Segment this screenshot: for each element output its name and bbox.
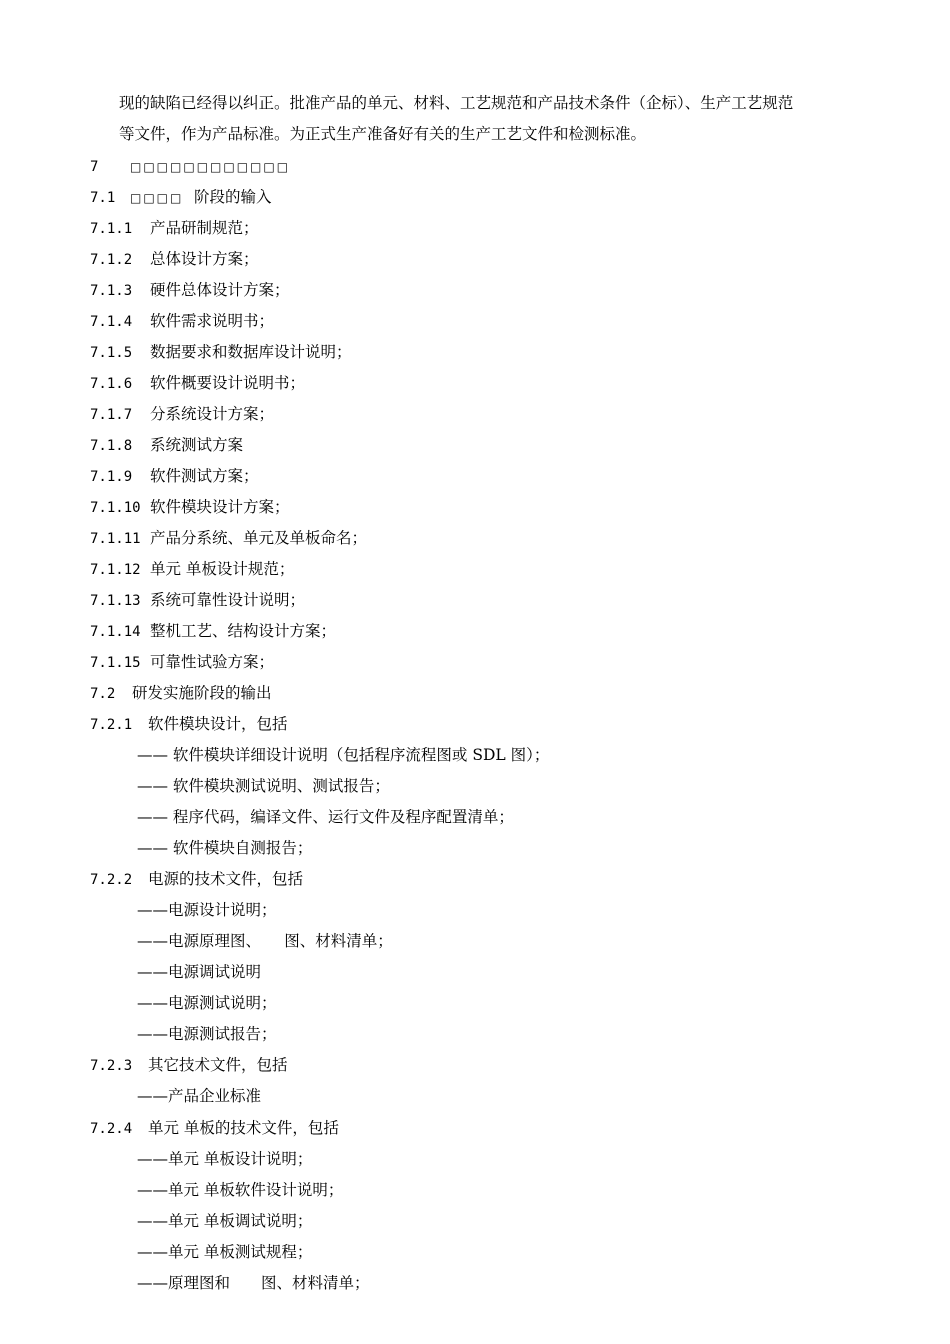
list-item: 7.1.11 产品分系统、单元及单板命名； — [90, 529, 368, 547]
section-title-prefix: □□□□ — [130, 191, 184, 205]
list-item: 7.1.10 软件模块设计方案； — [90, 498, 290, 516]
section-number: 7.2.2 — [90, 872, 133, 888]
list-item: ——电源原理图、 图、材料清单； — [137, 932, 393, 950]
list-item: ——单元 单板调试说明； — [137, 1212, 313, 1230]
section-title: 电源的技术文件，包括 — [148, 870, 304, 888]
section-7-2-1-heading — [90, 714, 288, 735]
list-item: 7.1.8 系统测试方案 — [90, 436, 244, 454]
list-item: —— 程序代码，编译文件、运行文件及程序配置清单； — [137, 808, 514, 826]
list-item: 7.1.9 软件测试方案； — [90, 467, 259, 485]
section-7-2-heading — [90, 683, 272, 704]
list-item: ——电源测试报告； — [137, 1025, 277, 1043]
list-item: 7.1.7 分系统设计方案； — [90, 405, 275, 423]
list-item: —— 软件模块自测报告； — [137, 839, 313, 857]
list-item: ——电源调试说明 — [137, 963, 262, 981]
section-title: □□□□□□□□□□□□ — [130, 160, 291, 174]
list-item: 7.1.4 软件需求说明书； — [90, 312, 275, 330]
section-7-2-4-heading — [90, 1118, 339, 1139]
list-item: —— 软件模块测试说明、测试报告； — [137, 777, 390, 795]
section-7-1-heading — [90, 187, 272, 208]
section-7-2-2-heading — [90, 869, 303, 890]
section-number: 7.2.3 — [90, 1058, 133, 1074]
section-title: 单元 单板的技术文件，包括 — [148, 1119, 339, 1137]
list-item: 7.1.12 单元 单板设计规范； — [90, 560, 295, 578]
section-number: 7.1 — [90, 190, 116, 206]
list-item: 7.1.5 数据要求和数据库设计说明； — [90, 343, 352, 361]
section-title: 阶段的输入 — [194, 188, 272, 206]
list-item: ——电源设计说明； — [137, 901, 277, 919]
section-title: 研发实施阶段的输出 — [132, 684, 272, 702]
list-item: —— 软件模块详细设计说明（包括程序流程图或 SDL 图）； — [137, 746, 550, 764]
list-item: 7.1.1 产品研制规范； — [90, 219, 259, 237]
list-item: 7.1.3 硬件总体设计方案； — [90, 281, 290, 299]
list-item: 7.1.13 系统可靠性设计说明； — [90, 591, 306, 609]
list-item: 7.1.6 软件概要设计说明书； — [90, 374, 306, 392]
list-item: 7.1.2 总体设计方案； — [90, 250, 259, 268]
section-number: 7.2 — [90, 686, 116, 702]
section-title: 其它技术文件，包括 — [148, 1056, 288, 1074]
list-item: ——单元 单板测试规程； — [137, 1243, 313, 1261]
list-item: 7.1.14 整机工艺、结构设计方案； — [90, 622, 337, 640]
section-7-heading — [90, 156, 290, 177]
section-7-2-3-heading — [90, 1055, 288, 1076]
intro-line-2: 等文件，作为产品标准。为正式生产准备好有关的生产工艺文件和检测标准。 — [119, 125, 647, 143]
section-number: 7.2.4 — [90, 1121, 133, 1137]
section-number: 7.2.1 — [90, 717, 133, 733]
list-item: ——单元 单板软件设计说明； — [137, 1181, 344, 1199]
section-title: 软件模块设计，包括 — [148, 715, 288, 733]
list-item: ——产品企业标准 — [137, 1087, 262, 1105]
list-item: ——单元 单板设计说明； — [137, 1150, 313, 1168]
intro-line-1: 现的缺陷已经得以纠正。批准产品的单元、材料、工艺规范和产品技术条件（企标）、生产工艺规范 — [119, 94, 794, 112]
list-item: ——原理图和 图、材料清单； — [137, 1274, 370, 1292]
list-item: ——电源测试说明； — [137, 994, 277, 1012]
section-number: 7 — [90, 159, 99, 175]
list-item: 7.1.15 可靠性试验方案； — [90, 653, 275, 671]
